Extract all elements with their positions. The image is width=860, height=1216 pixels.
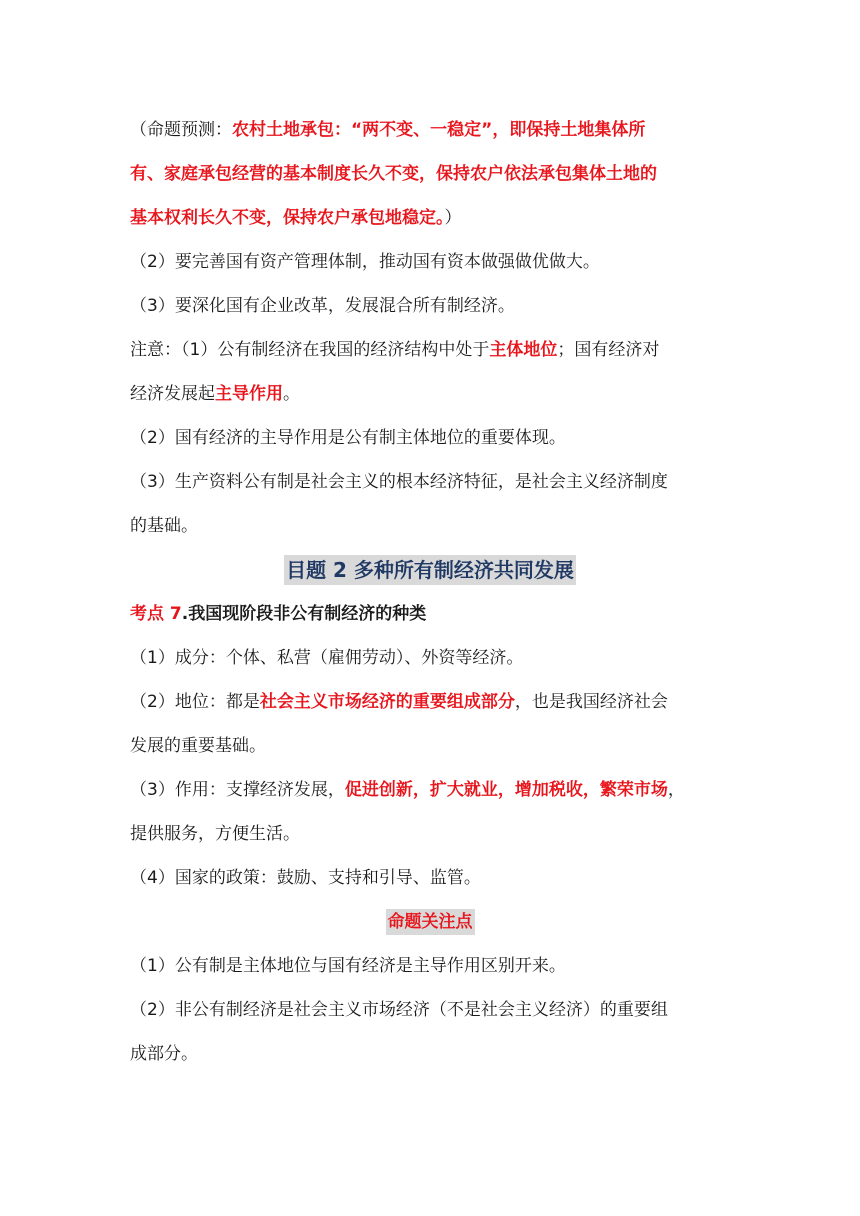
k3-tail: ， (667, 780, 685, 800)
item-3: （3）要深化国有企业改革，发展混合所有制经济。 (130, 296, 515, 316)
focus-heading: 命题关注点 (386, 909, 475, 935)
focus-item-1: （1）公有制是主体地位与国有经济是主导作用区别开来。 (130, 956, 566, 976)
note-3-line-2: 的基础。 (130, 516, 198, 536)
k2-red: 社会主义市场经济的重要组成部分 (259, 692, 515, 712)
note-line-1 (130, 328, 730, 372)
section-heading: 目题 2 多种所有制经济共同发展 (284, 555, 576, 585)
prediction-line-1 (130, 108, 730, 152)
prediction-line-2: 有、家庭承包经营的基本制度长久不变，保持农户依法承包集体土地的 (130, 164, 657, 184)
kaodian-title: .我国现阶段非公有制经济的种类 (181, 604, 427, 624)
prediction-tail: ） (444, 208, 462, 228)
item-2: （2）要完善国有资产管理体制，推动国有资本做强做优做大。 (130, 252, 600, 272)
note-line-2 (130, 372, 730, 416)
prediction-line-3 (130, 196, 730, 240)
document-content (130, 108, 730, 1076)
note-lead: 注意：（1）公有制经济在我国的经济结构中处于 (130, 340, 490, 360)
k2-lead: （2）地位：都是 (130, 692, 260, 712)
note-line2-tail: 。 (283, 384, 300, 404)
k-item-3-line-2: 提供服务，方便生活。 (130, 824, 300, 844)
focus-heading-row (130, 900, 730, 944)
note-3-line-1: （3）生产资料公有制是社会主义的根本经济特征，是社会主义经济制度 (130, 472, 668, 492)
prediction-red-3: 基本权利长久不变，保持农户承包地稳定。 (130, 208, 445, 228)
prediction-red-1: 农村土地承包：“两不变、一稳定”，即保持土地集体所 (232, 120, 646, 140)
k3-lead: （3）作用：支撑经济发展， (130, 780, 345, 800)
k-item-3-line-1 (130, 768, 730, 812)
section-heading-row (130, 548, 730, 592)
k2-tail: ，也是我国经济社会 (514, 692, 668, 712)
k-item-1: （1）成分：个体、私营（雇佣劳动）、外资等经济。 (130, 648, 524, 668)
k-item-2-line-1 (130, 680, 730, 724)
kaodian-line (130, 592, 730, 636)
focus-item-2-line-1: （2）非公有制经济是社会主义市场经济（不是社会主义经济）的重要组 (130, 1000, 668, 1020)
kaodian-label: 考点 7 (130, 604, 182, 624)
prediction-lead: （命题预测： (130, 120, 232, 140)
note-mid: ；国有经济对 (557, 340, 660, 360)
note-2: （2）国有经济的主导作用是公有制主体地位的重要体现。 (130, 428, 566, 448)
k-item-2-line-2: 发展的重要基础。 (130, 736, 266, 756)
k3-red: 促进创新，扩大就业，增加税收，繁荣市场 (344, 780, 668, 800)
note-red-1: 主体地位 (489, 340, 558, 360)
note-line2-lead: 经济发展起 (130, 384, 215, 404)
focus-item-2-line-2: 成部分。 (130, 1044, 198, 1064)
k-item-4: （4）国家的政策：鼓励、支持和引导、监管。 (130, 868, 481, 888)
note-red-2: 主导作用 (215, 384, 283, 404)
